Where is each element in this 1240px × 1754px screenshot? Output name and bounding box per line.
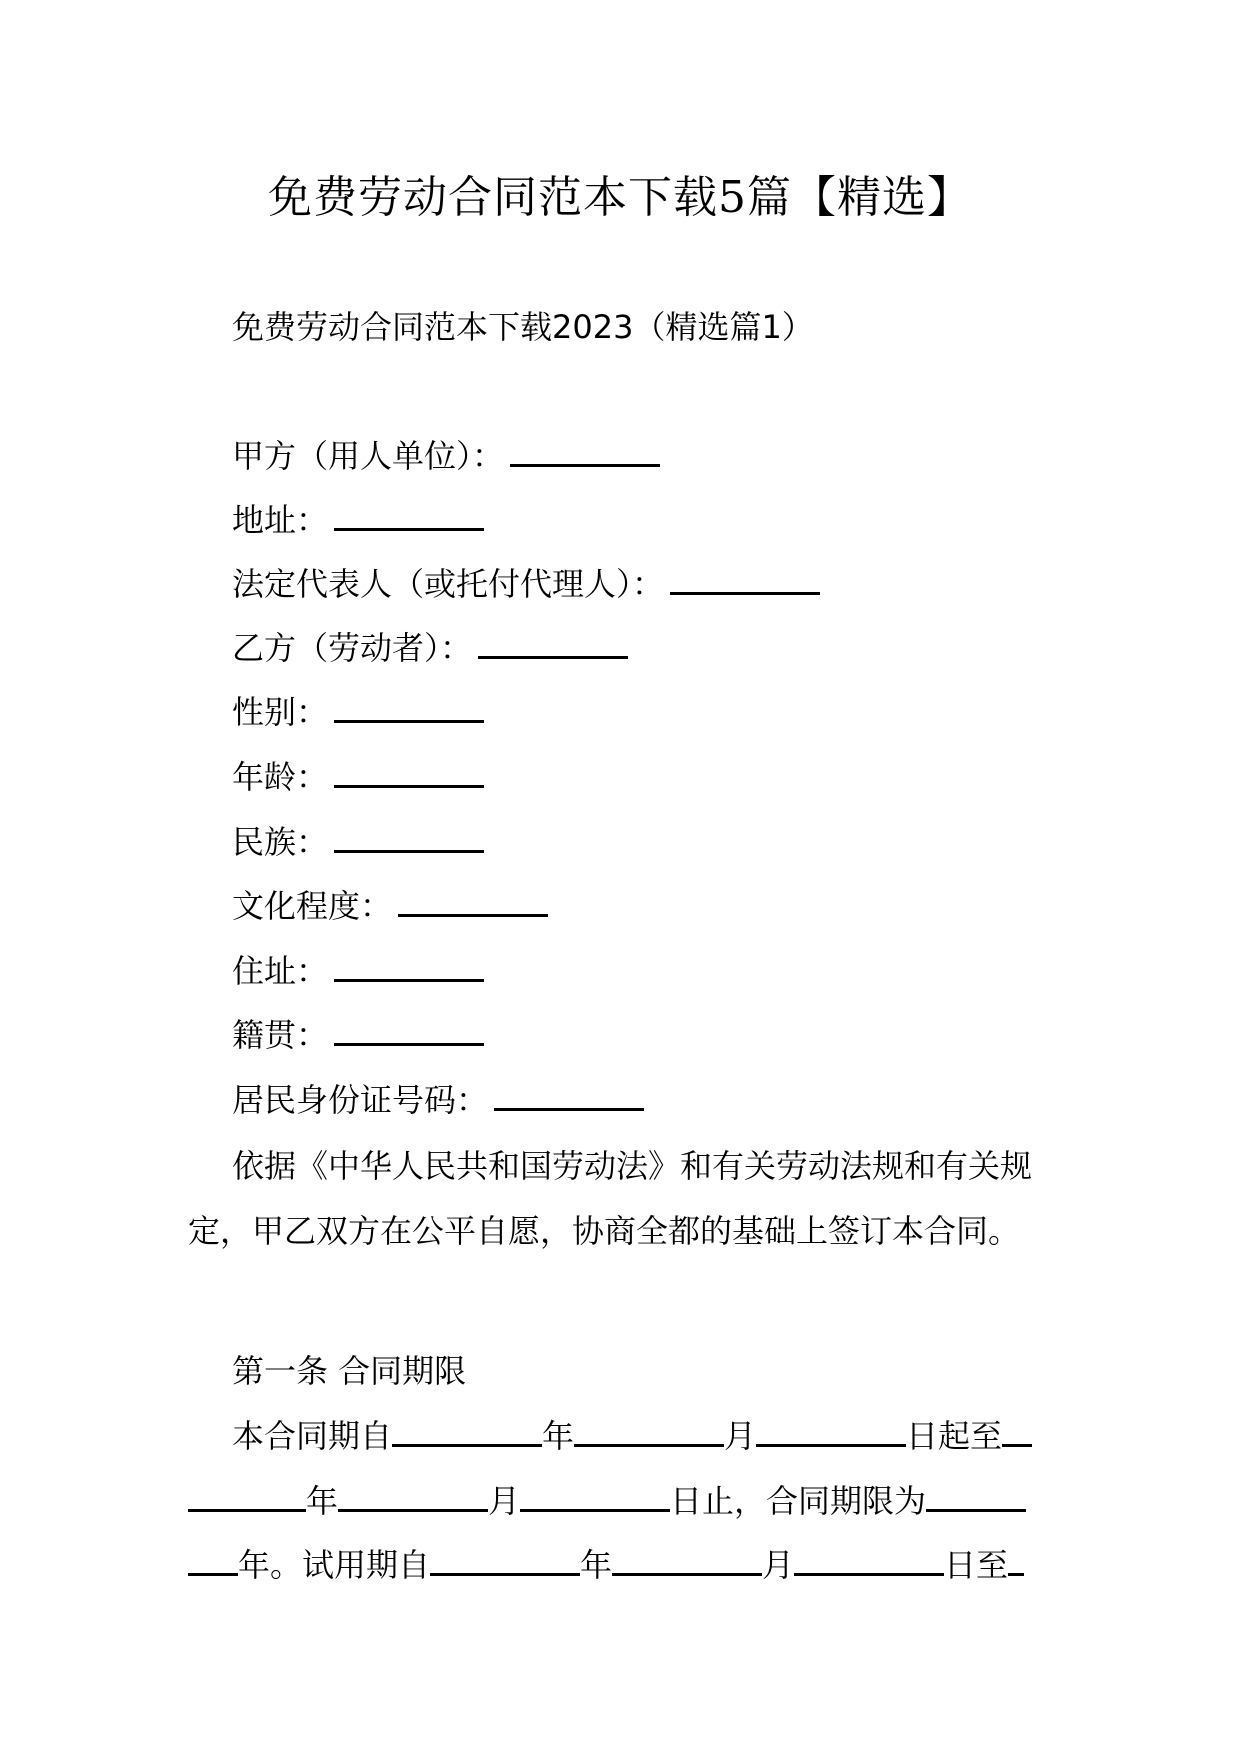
fill-blank — [1008, 1543, 1024, 1576]
term-text: 年 — [542, 1417, 575, 1455]
fill-blank — [334, 498, 484, 531]
fill-blank — [670, 562, 820, 595]
field-label: 籍贯： — [232, 1016, 329, 1054]
fill-blank — [338, 1479, 488, 1512]
fill-blank — [1002, 1414, 1032, 1447]
field-label: 乙方（劳动者）： — [232, 629, 473, 667]
fill-blank — [510, 434, 660, 467]
field-label: 文化程度： — [232, 887, 393, 925]
term-text: 年。试用期自 — [238, 1546, 431, 1584]
document-title: 免费劳动合同范本下载5篇【精选】 — [268, 172, 972, 223]
fill-blank — [398, 884, 548, 917]
field-legal-representative — [232, 562, 820, 606]
field-label: 性别： — [232, 693, 329, 731]
fill-blank — [794, 1543, 944, 1576]
fill-blank — [926, 1479, 1026, 1512]
field-address — [232, 498, 484, 542]
term-text: 月 — [762, 1546, 795, 1584]
fill-blank — [574, 1414, 724, 1447]
field-gender — [232, 690, 484, 734]
term-text: 月 — [488, 1482, 521, 1520]
field-id-number — [232, 1078, 644, 1122]
intro-paragraph: 依据《中华人民共和国劳动法》和有关劳动法规和有关规定，甲乙双方在公平自愿，协商全都的基础上签订本合同。 — [188, 1147, 1033, 1250]
fill-blank — [756, 1414, 906, 1447]
fill-blank — [334, 949, 484, 982]
term-text: 月 — [724, 1417, 757, 1455]
field-label: 年龄： — [232, 758, 329, 796]
field-education — [232, 884, 548, 928]
fill-blank — [334, 1013, 484, 1046]
fill-blank — [334, 690, 484, 723]
field-native-place — [232, 1013, 484, 1057]
field-ethnicity — [232, 820, 484, 864]
fill-blank — [494, 1078, 644, 1111]
fill-blank — [334, 755, 484, 788]
field-age — [232, 755, 484, 799]
term-text: 年 — [306, 1482, 339, 1520]
section-subtitle: 免费劳动合同范本下载2023（精选篇1） — [232, 308, 814, 346]
field-residence — [232, 949, 484, 993]
term-line — [188, 1543, 1058, 1587]
fill-blank — [478, 626, 628, 659]
fill-blank — [334, 820, 484, 853]
field-party-a — [232, 434, 660, 478]
term-text: 年 — [580, 1546, 613, 1584]
fill-blank — [612, 1543, 762, 1576]
fill-blank — [392, 1414, 542, 1447]
field-label: 居民身份证号码： — [232, 1081, 489, 1119]
field-label: 民族： — [232, 823, 329, 861]
field-party-b — [232, 626, 628, 670]
term-text: 日止，合同期限为 — [670, 1482, 927, 1520]
field-label: 法定代表人（或托付代理人）： — [232, 565, 665, 603]
fill-blank — [188, 1543, 238, 1576]
term-text: 日至 — [944, 1546, 1009, 1584]
term-line — [188, 1414, 1102, 1458]
field-label: 住址： — [232, 952, 329, 990]
article-heading: 第一条 合同期限 — [232, 1352, 467, 1390]
fill-blank — [430, 1543, 580, 1576]
term-line — [188, 1479, 1058, 1523]
term-text: 本合同期自 — [232, 1417, 393, 1455]
fill-blank — [188, 1479, 306, 1512]
fill-blank — [520, 1479, 670, 1512]
field-label: 地址： — [232, 501, 329, 539]
term-text: 日起至 — [906, 1417, 1003, 1455]
field-label: 甲方（用人单位）： — [232, 437, 505, 475]
